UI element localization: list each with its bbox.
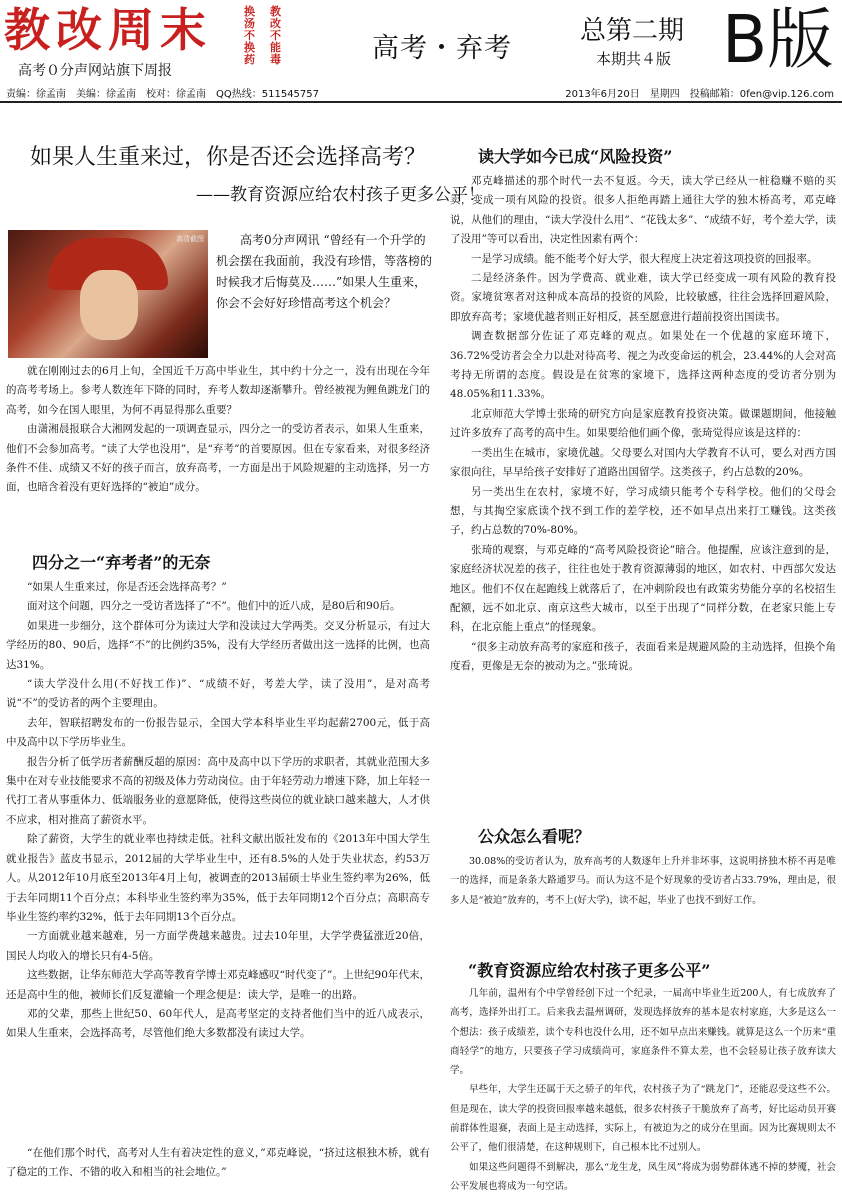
issue-page-count: 本期共４版: [596, 50, 672, 68]
section4-heading: “教育资源应给农村孩子更多公平”: [468, 961, 711, 980]
section3-heading: 公众怎么看呢？: [478, 827, 591, 846]
section1-paragraph: 除了薪资，大学生的就业率也持续走低。社科文献出版社发布的《2013年中国大学生就业报告》蓝皮书显示，2012届的大学毕业生中，还有8.5%的人处于失业状态，约53万人。从2012年10月底至2013年4月上旬，被调查的2013届硕士毕业生签约率为26%，低于去年同期11个百分点；本科毕业生签约率为35%，低于去年同期12个百分点；高职高专毕业生签约率约32%，低于去年同期13个百分点。: [6, 833, 430, 923]
edition-label: B版: [722, 1, 834, 78]
lead-photo: [8, 230, 208, 358]
section1-closing-paragraph: “在他们那个时代，高考对人生有着决定性的意义，”邓克峰说，“挤过这根独木桥，就有了稳定的工作、不错的收入和相当的社会地位。”: [6, 1147, 430, 1179]
section1-paragraph: 这些数据，让华东师范大学高等教育学博士邓克峰感叹“时代变了”。上世纪90年代末，还是高中生的他，被师长们反复灌输一个理念便是：读大学，是唯一的出路。: [6, 969, 430, 1001]
sub-headline: ——教育资源应给农村孩子更多公平！: [196, 185, 485, 205]
section3-paragraph: 30.08%的受访者认为，放弃高考的人数逐年上升并非坏事，这说明挤独木桥不再是唯一的选择，而是条条大路通罗马。而认为这不是个好现象的受访者占33.79%，理由是，很多人是“被迫”放弃的，考不上(好大学)，读不起，毕业了也找不到好工作。: [450, 856, 836, 906]
main-headline: 如果人生重来过，你是否还会选择高考？: [30, 145, 427, 170]
section1-paragraph: 一方面就业越来越难，另一方面学费越来越贵。过去10年里，大学学费猛涨近20倍，国民人均收入的增长只有4-5倍。: [6, 930, 430, 962]
photo-face-shape: [80, 270, 138, 340]
section2-paragraph: 另一类出生在农村，家境不好，学习成绩只能考个专科学校。他们的父母会想，与其掏空家底读个找不到工作的差学校，还不如早点出来打工赚钱。这类孩子，约占总数的70%-80%。: [450, 485, 836, 537]
masthead-title: 教改周末: [4, 3, 212, 57]
section1-heading: 四分之一“弃考者”的无奈: [32, 553, 211, 572]
info-bar: [0, 83, 842, 103]
lead-intro-text: 高考0分声网讯 “曾经有一个升学的机会摆在我面前，我没有珍惜，等落榜的时候我才后悔莫及……”如果人生重来，你会不会好好珍惜高考这个机会？: [216, 233, 433, 310]
section2-body: [450, 172, 836, 677]
section4-paragraph: 几年前，温州有个中学曾经创下过一个纪录，一届高中毕业生近200人，有七成放弃了高考，选择外出打工。后来我去温州调研，发现选择放弃的基本是农村家庭，大多是这么一个想法：孩子成绩差，读个专科也没什么用，还不如早点出来赚钱。就算是这么一个历来“重商轻学”的地方，只要孩子学习成绩尚可，家庭条件不算太差，也不会轻易让孩子放弃读大学。: [450, 988, 836, 1077]
section4-paragraph: 如果这些问题得不到解决，那么“龙生龙，凤生凤”将成为弱势群体逃不掉的梦魇，社会公平发展也将成为一句空话。: [450, 1161, 836, 1192]
section1-paragraph: 去年，智联招聘发布的一份报告显示，全国大学本科毕业生平均起薪2700元，低于高中及高中以下学历毕业生。: [6, 716, 430, 749]
lead-body: [6, 362, 430, 498]
photo-watermark: 高清截图: [176, 235, 204, 243]
masthead-slogan-b: 教改不能毒: [270, 5, 281, 66]
section3-body: [450, 852, 836, 910]
section1-paragraph: 邓的父辈，那些上世纪50、60年代人，是高考坚定的支持者他们当中的近八成表示，如果人生重来，会选择高考，尽管他们绝大多数都没有读过大学。: [6, 1007, 430, 1040]
section2-paragraph: “很多主动放弃高考的家庭和孩子，表面看来是规避风险的主动选择，但换个角度看，更像是无奈的被动为之。”张琦说。: [450, 640, 836, 673]
section2-paragraph: 一是学习成绩。能不能考个好大学，很大程度上决定着这项投资的回报率。: [471, 252, 818, 265]
section2-paragraph: 调查数据部分佐证了邓克峰的观点。如果处在一个优越的家庭环境下，36.72%受访者会全力以赴对待高考、视之为改变命运的机会，23.44%的人会对高考持无所谓的态度。假设是在贫寒的家境下，选择这两种态度的受访者分别为48.05%和11.33%。: [450, 330, 836, 401]
section2-paragraph: 邓克峰描述的那个时代一去不复返。今天，读大学已经从一桩稳赚不赔的买卖，变成一项有风险的投资。很多人拒绝再踏上通往大学的独木桥高考，邓克峰说，从他们的理由，“读大学没什么用”、“花钱太多”、“成绩不好，考个差大学，读了没用”等可以看出，决定性因素有两个：: [450, 175, 836, 246]
lead-paragraph: 由潇湘晨报联合大湘网发起的一项调查显示，四分之一的受访者表示，如果人生重来，他们不会参加高考。“读了大学也没用”，是“弃考”的首要原因。但在专家看来，对很多经济条件不佳、成绩又不好的孩子而言，放弃高考，一方面是出于风险规避的主动选择，另一方面，也暗含着没有更好选择的“被迫”成分。: [6, 423, 430, 494]
section1-paragraph: 如果进一步细分，这个群体可分为读过大学和没读过大学两类。交叉分析显示，有过大学经历的80、90后，选择“不”的比例约35%，没有大学经历者做出这一选择的比例，也高达31%。: [6, 619, 430, 671]
masthead-subtitle: 高考０分声网站旗下周报: [18, 63, 172, 79]
section1-body: [6, 578, 430, 1044]
dateline: 2013年6月20日 星期四 投稿邮箱：0fen@vip.126.com: [565, 89, 834, 100]
section2-paragraph: 张琦的观察，与邓克峰的“高考风险投资论”暗合。他提醒，应该注意到的是，家庭经济状况差的孩子，往往也处于教育资源薄弱的地区，如农村、中西部欠发达地区。他们不仅在起跑线上就落后了，在冲刺阶段也有政策劣势能分享的名校招生配额，远不如北京、南京这些大城市，以至于出现了“同样分数，在老家只能上专科，在北京能上重点”的怪现象。: [450, 543, 836, 634]
section1-paragraph: 面对这个问题，四分之一受访者选择了“不”。他们中的近八成，是80后和90后。: [27, 600, 401, 613]
section4-body: [450, 984, 836, 1196]
issue-number: 总第二期: [580, 16, 685, 46]
section2-paragraph: 北京师范大学博士张琦的研究方向是家庭教育投资决策。做课题期间，他接触过许多放弃了高考的高中生。如果要给他们画个像，张琦觉得应该是这样的：: [450, 407, 836, 440]
section4-paragraph: 早些年，大学生还属于天之骄子的年代，农村孩子为了“跳龙门”，还能忍受这些不公。但是现在，读大学的投资回报率越来越低，很多农村孩子干脆放弃了高考，好比运动员开赛前群体性退赛，表面上是主动选择，实际上，有被迫为之的成分在里面。因为比赛规则太不公平了，他们很清楚，在这种规则下，自己根本比不过别人。: [450, 1084, 836, 1154]
section2-heading: 读大学如今已成“风险投资”: [478, 147, 673, 166]
section1-paragraph: 报告分析了低学历者薪酬反超的原因：高中及高中以下学历的求职者，其就业范围大多集中在对专业技能要求不高的初级及体力劳动岗位。由于年轻劳动力增速下降，加上年轻一代打工者从事重体力、低端服务业的意愿降低，使得这些岗位的就业缺口越来越大，人才供不应求，相对推高了薪资水平。: [6, 755, 430, 826]
staff-credits: 责编：徐孟南 美编：徐孟南 校对：徐孟南 QQ热线：511545757: [6, 89, 320, 100]
lead-paragraph: 就在刚刚过去的6月上旬，全国近千万高中毕业生，其中约十分之一，没有出现在今年的高考考场上。参考人数连年下降的同时，弃考人数却逐渐攀升。曾经被视为鲤鱼跳龙门的高考，如今在国人眼里，为何不再显得那么重要？: [6, 365, 430, 416]
section-title: 高考・弃考: [372, 33, 512, 64]
masthead-slogan-a: 换汤不换药: [244, 5, 255, 66]
section1-closing: [6, 1144, 430, 1183]
section1-paragraph: “如果人生重来过，你是否还会选择高考？”: [27, 581, 227, 593]
lead-intro: [216, 230, 436, 314]
section1-paragraph: “读大学没什么用(不好找工作)”、“成绩不好，考差大学，读了没用”，是对高考说“不”的受访者的两个主要理由。: [6, 678, 430, 710]
section2-paragraph: 二是经济条件。因为学费高、就业难，读大学已经变成一项有风险的教育投资。家境贫寒者对这种成本高昂的投资的风险，比较敏感，往往会选择回避风险，即放弃高考；家境优越者则正好相反，甚至愿意进行超前投资出国读书。: [450, 272, 836, 323]
section2-paragraph: 一类出生在城市，家境优越。父母要么对国内大学教育不认可，要么对西方国家很向往，早早给孩子安排好了道路出国留学。这类孩子，约占总数的20%。: [450, 446, 836, 479]
